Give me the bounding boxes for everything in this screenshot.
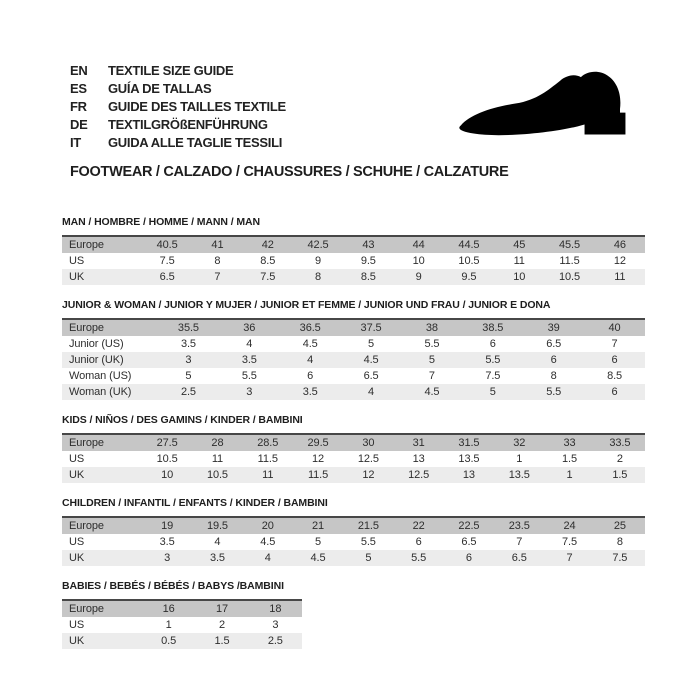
- size-value: 1: [516, 453, 523, 465]
- size-value: 44.5: [458, 239, 480, 251]
- size-value: 45: [513, 239, 526, 251]
- size-value: 7.5: [159, 255, 175, 267]
- size-value: 7: [214, 271, 221, 283]
- size-value: 7.5: [562, 536, 578, 548]
- row-label: US: [69, 453, 85, 465]
- size-value: 37.5: [360, 322, 382, 334]
- size-table-section: [62, 580, 645, 649]
- size-value: 39: [547, 322, 560, 334]
- size-value: 10.5: [559, 271, 581, 283]
- size-value: 5: [428, 354, 435, 366]
- size-value: 11: [513, 255, 525, 267]
- size-value: 4: [264, 552, 271, 564]
- size-value: 4.5: [260, 536, 276, 548]
- size-value: 1: [165, 619, 172, 631]
- size-value: 6: [550, 354, 557, 366]
- size-value: 5.5: [411, 552, 427, 564]
- size-value: 31: [412, 437, 425, 449]
- size-value: 5: [368, 338, 375, 350]
- size-value: 28.5: [257, 437, 279, 449]
- row-label: UK: [69, 469, 85, 481]
- size-value: 17: [215, 603, 229, 615]
- size-table: [62, 433, 645, 483]
- language-code: FR: [70, 99, 87, 114]
- size-value: 7: [428, 370, 435, 382]
- size-value: 12.5: [357, 453, 379, 465]
- row-label: UK: [69, 271, 85, 283]
- size-value: 5.5: [241, 370, 257, 382]
- row-label: Europe: [69, 239, 104, 251]
- size-value: 28: [211, 437, 224, 449]
- size-value: 5.5: [424, 338, 440, 350]
- size-value: 4: [246, 338, 253, 350]
- row-label: Woman (US): [69, 370, 132, 382]
- table-row: [62, 600, 302, 617]
- size-value: 35.5: [177, 322, 199, 334]
- size-value: 6: [307, 370, 314, 382]
- row-label: Europe: [69, 322, 104, 334]
- size-value: 10.5: [458, 255, 480, 267]
- size-value: 6.5: [461, 536, 477, 548]
- size-value: 5: [185, 370, 192, 382]
- size-value: 13: [412, 453, 425, 465]
- size-value: 8.5: [260, 255, 276, 267]
- size-value: 3.5: [241, 354, 257, 366]
- size-value: 9.5: [360, 255, 376, 267]
- size-value: 2.5: [180, 386, 196, 398]
- size-value: 36: [243, 322, 256, 334]
- size-value: 6.5: [159, 271, 175, 283]
- table-row: [62, 633, 302, 649]
- row-label: Junior (UK): [69, 354, 124, 366]
- size-value: 11: [211, 453, 224, 465]
- table-row: [62, 434, 645, 451]
- shoe-icon: [450, 66, 650, 152]
- language-label: TEXTILGRÖßENFÜHRUNG: [108, 117, 268, 132]
- size-value: 7: [566, 552, 573, 564]
- size-value: 4.5: [302, 338, 318, 350]
- size-value: 16: [162, 603, 175, 615]
- row-label: UK: [69, 552, 85, 564]
- size-value: 11: [614, 271, 626, 283]
- size-table-title: KIDS / NIÑOS / DES GAMINS / KINDER / BAMBINI: [62, 414, 303, 426]
- size-table-section: [62, 497, 645, 566]
- size-value: 6.5: [546, 338, 562, 350]
- size-value: 36.5: [299, 322, 321, 334]
- size-value: 12.5: [408, 469, 430, 481]
- row-label: UK: [69, 635, 85, 647]
- size-table-title: JUNIOR & WOMAN / JUNIOR Y MUJER / JUNIOR ET FEMME / JUNIOR UND FRAU / JUNIOR E DONA: [62, 299, 551, 311]
- table-row: [62, 517, 645, 534]
- size-value: 7.5: [485, 370, 501, 382]
- size-table-title: MAN / HOMBRE / HOMME / MANN / MAN: [62, 216, 260, 228]
- size-value: 21.5: [357, 520, 379, 532]
- size-table: [62, 318, 645, 400]
- size-value: 4.5: [363, 354, 379, 366]
- language-code: EN: [70, 63, 88, 78]
- size-value: 43: [362, 239, 375, 251]
- row-label: Europe: [69, 520, 104, 532]
- size-value: 4.5: [310, 552, 326, 564]
- size-value: 6: [611, 354, 618, 366]
- size-value: 4: [307, 354, 314, 366]
- size-value: 10.5: [206, 469, 228, 481]
- size-value: 2: [218, 619, 225, 631]
- size-value: 25: [613, 520, 626, 532]
- size-value: 8: [616, 536, 623, 548]
- row-label: Junior (US): [69, 338, 124, 350]
- size-value: 10: [513, 271, 526, 283]
- size-value: 4.5: [424, 386, 440, 398]
- language-label: GUIDE DES TAILLES TEXTILE: [108, 99, 286, 114]
- size-value: 33: [563, 437, 576, 449]
- size-value: 11: [262, 469, 274, 481]
- size-table: [62, 599, 302, 649]
- size-value: 8: [315, 271, 322, 283]
- row-label: Europe: [69, 603, 104, 615]
- size-value: 1.5: [214, 635, 230, 647]
- row-label: Woman (UK): [69, 386, 132, 398]
- size-value: 7.5: [612, 552, 628, 564]
- size-value: 3.5: [209, 552, 225, 564]
- size-value: 10: [412, 255, 425, 267]
- size-value: 8.5: [360, 271, 376, 283]
- size-value: 6: [489, 338, 496, 350]
- table-row: [62, 368, 645, 384]
- table-row: [62, 617, 302, 633]
- size-value: 10.5: [156, 453, 178, 465]
- size-value: 3: [164, 552, 171, 564]
- size-value: 3: [272, 619, 279, 631]
- size-value: 5: [315, 536, 322, 548]
- language-code: DE: [70, 117, 88, 132]
- language-label: GUÍA DE TALLAS: [108, 81, 212, 96]
- size-value: 1: [566, 469, 573, 481]
- table-row: [62, 451, 645, 467]
- size-value: 42: [261, 239, 274, 251]
- size-value: 6: [465, 552, 472, 564]
- size-value: 12: [312, 453, 325, 465]
- table-row: [62, 253, 645, 269]
- size-value: 33.5: [609, 437, 631, 449]
- size-value: 2.5: [267, 635, 283, 647]
- size-value: 6.5: [363, 370, 379, 382]
- table-row: [62, 384, 645, 400]
- size-value: 10: [161, 469, 174, 481]
- size-value: 3: [185, 354, 192, 366]
- size-value: 9: [415, 271, 422, 283]
- size-value: 5.5: [485, 354, 501, 366]
- table-row: [62, 336, 645, 352]
- size-value: 5: [365, 552, 372, 564]
- size-value: 1.5: [562, 453, 578, 465]
- size-value: 6.5: [511, 552, 527, 564]
- size-value: 3.5: [180, 338, 196, 350]
- size-value: 2: [616, 453, 623, 465]
- size-value: 12: [613, 255, 626, 267]
- size-value: 31.5: [458, 437, 480, 449]
- size-value: 40.5: [156, 239, 178, 251]
- table-row: [62, 534, 645, 550]
- size-value: 13.5: [458, 453, 480, 465]
- size-value: 45.5: [559, 239, 581, 251]
- size-value: 19.5: [206, 520, 228, 532]
- size-value: 40: [608, 322, 621, 334]
- size-table: [62, 235, 645, 285]
- size-value: 11.5: [559, 255, 580, 267]
- size-value: 20: [261, 520, 274, 532]
- size-value: 22: [412, 520, 425, 532]
- size-value: 46: [613, 239, 626, 251]
- size-value: 9.5: [461, 271, 477, 283]
- table-row: [62, 352, 645, 368]
- language-code: ES: [70, 81, 87, 96]
- row-label: US: [69, 255, 85, 267]
- size-value: 9: [315, 255, 322, 267]
- row-label: US: [69, 619, 85, 631]
- table-row: [62, 236, 645, 253]
- size-value: 8: [550, 370, 557, 382]
- language-label: GUIDA ALLE TAGLIE TESSILI: [108, 135, 283, 150]
- size-value: 5.5: [546, 386, 562, 398]
- size-table: [62, 516, 645, 566]
- size-value: 19: [161, 520, 174, 532]
- size-value: 11.5: [307, 469, 329, 481]
- size-value: 6: [415, 536, 422, 548]
- size-table-section: [62, 299, 645, 400]
- size-value: 3.5: [159, 536, 175, 548]
- table-row: [62, 550, 645, 566]
- size-value: 13.5: [508, 469, 530, 481]
- size-value: 4: [214, 536, 221, 548]
- size-table-title: CHILDREN / INFANTIL / ENFANTS / KINDER / BAMBINI: [62, 497, 328, 509]
- size-tables: [62, 216, 645, 649]
- size-value: 12: [362, 469, 375, 481]
- size-value: 3: [246, 386, 253, 398]
- size-value: 38.5: [482, 322, 504, 334]
- size-value: 42.5: [307, 239, 329, 251]
- size-value: 22.5: [458, 520, 480, 532]
- size-value: 18: [269, 603, 282, 615]
- row-label: Europe: [69, 437, 104, 449]
- size-value: 0.5: [161, 635, 177, 647]
- size-value: 7: [516, 536, 523, 548]
- size-value: 38: [425, 322, 438, 334]
- size-value: 41: [211, 239, 224, 251]
- size-table-title: BABIES / BEBÉS / BÉBÉS / BABYS /BAMBINI: [62, 580, 284, 592]
- size-value: 21: [312, 520, 325, 532]
- size-value: 24: [563, 520, 576, 532]
- language-code: IT: [70, 135, 81, 150]
- size-value: 7: [611, 338, 618, 350]
- size-value: 1.5: [612, 469, 628, 481]
- size-value: 7.5: [260, 271, 276, 283]
- size-value: 32: [513, 437, 526, 449]
- size-value: 13: [462, 469, 475, 481]
- size-value: 29.5: [307, 437, 329, 449]
- size-value: 30: [362, 437, 375, 449]
- size-value: 5: [489, 386, 496, 398]
- size-table-section: [62, 414, 645, 483]
- table-row: [62, 467, 645, 483]
- size-value: 23.5: [508, 520, 530, 532]
- size-value: 8.5: [607, 370, 623, 382]
- size-value: 11.5: [257, 453, 278, 465]
- size-value: 4: [368, 386, 375, 398]
- size-table-section: [62, 216, 645, 285]
- row-label: US: [69, 536, 85, 548]
- category-title: FOOTWEAR / CALZADO / CHAUSSURES / SCHUHE / CALZATURE: [70, 164, 509, 180]
- size-value: 6: [611, 386, 618, 398]
- size-value: 44: [412, 239, 425, 251]
- size-value: 5.5: [360, 536, 376, 548]
- size-value: 27.5: [156, 437, 178, 449]
- table-row: [62, 319, 645, 336]
- language-label: TEXTILE SIZE GUIDE: [108, 63, 234, 78]
- table-row: [62, 269, 645, 285]
- size-value: 3.5: [302, 386, 318, 398]
- size-value: 8: [214, 255, 221, 267]
